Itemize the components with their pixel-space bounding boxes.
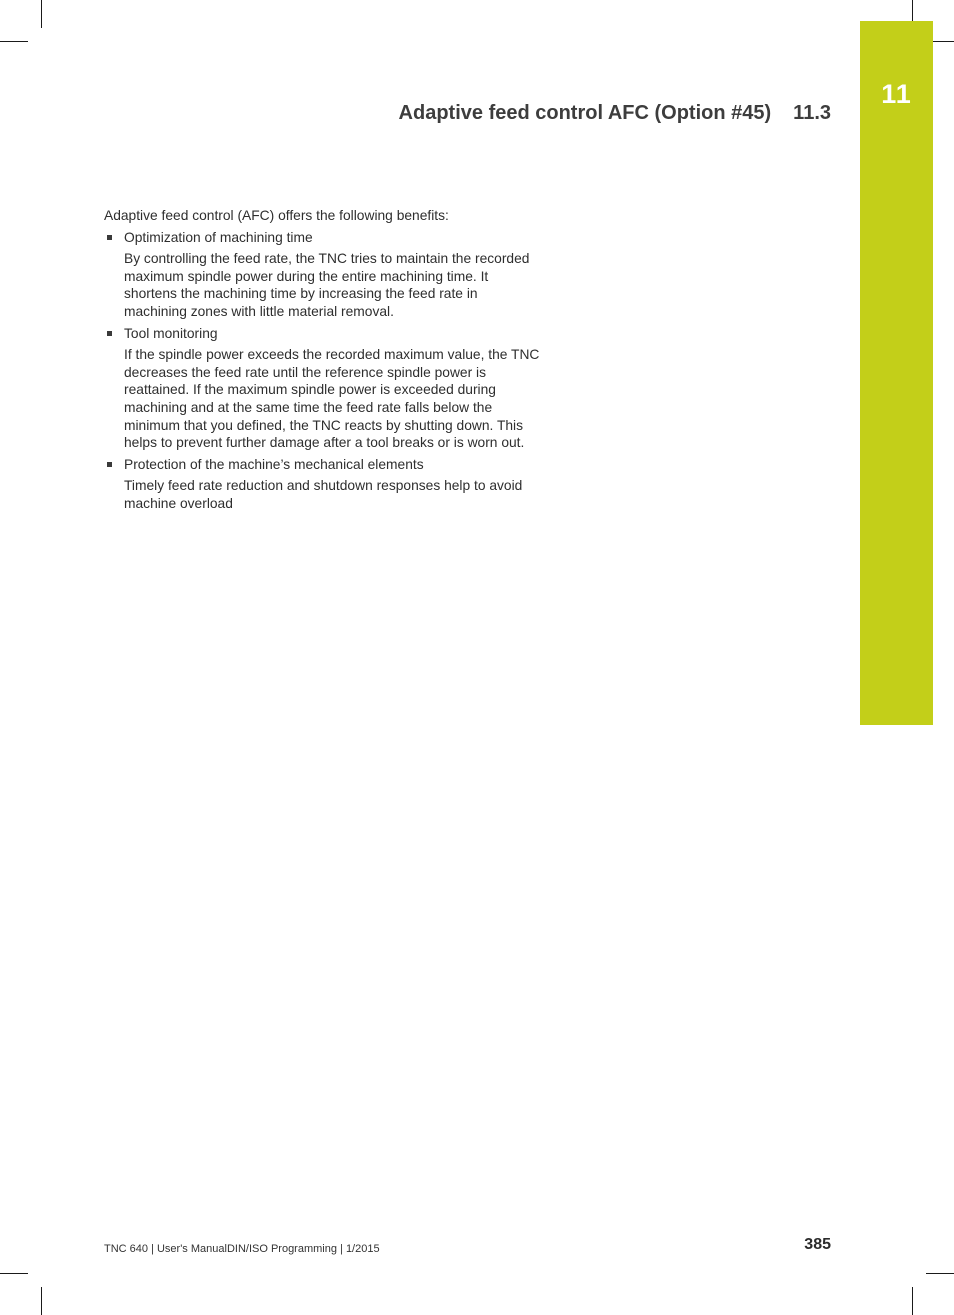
list-item-description: If the spindle power exceeds the recorded maximum value, the TNC decreases the feed rate until the reference spindle power is reattained. If the maximum spindle power is exceeded during machining and at the same time the feed rate falls below the minimum that you defined, the TNC reacts by shutting down. This helps to prevent further damage after a tool breaks or is worn out.	[124, 347, 540, 451]
footer-text: TNC 640 | User's ManualDIN/ISO Programming | 1/2015	[104, 1243, 380, 1255]
list-item-title: Tool monitoring	[124, 325, 218, 341]
list-item	[104, 325, 544, 343]
crop-mark	[926, 1273, 954, 1274]
crop-mark	[0, 41, 28, 42]
list-item-description: By controlling the feed rate, the TNC tries to maintain the recorded maximum spindle power during the entire machining time. It shortens the machining time by increasing the feed rate in machining zones with little material removal.	[124, 251, 530, 319]
list-item-title: Protection of the machine’s mechanical elements	[124, 456, 424, 472]
list-item	[104, 229, 544, 247]
crop-mark	[912, 1287, 913, 1315]
chapter-number: 11	[881, 79, 912, 109]
square-bullet-icon	[107, 235, 112, 240]
running-header	[399, 102, 831, 125]
page-number: 385	[804, 1236, 831, 1253]
square-bullet-icon	[107, 331, 112, 336]
square-bullet-icon	[107, 462, 112, 467]
section-number: 11.3	[793, 102, 831, 124]
chapter-tab	[860, 21, 933, 725]
section-title: Adaptive feed control AFC (Option #45)	[398, 102, 772, 124]
crop-mark	[0, 1273, 28, 1274]
intro-paragraph: Adaptive feed control (AFC) offers the following benefits:	[104, 208, 449, 223]
list-item	[104, 456, 544, 474]
list-item-description: Timely feed rate reduction and shutdown responses help to avoid machine overload	[124, 478, 523, 511]
body-content	[104, 207, 544, 517]
list-item-title: Optimization of machining time	[124, 229, 313, 245]
crop-mark	[41, 0, 42, 28]
crop-mark	[41, 1287, 42, 1315]
